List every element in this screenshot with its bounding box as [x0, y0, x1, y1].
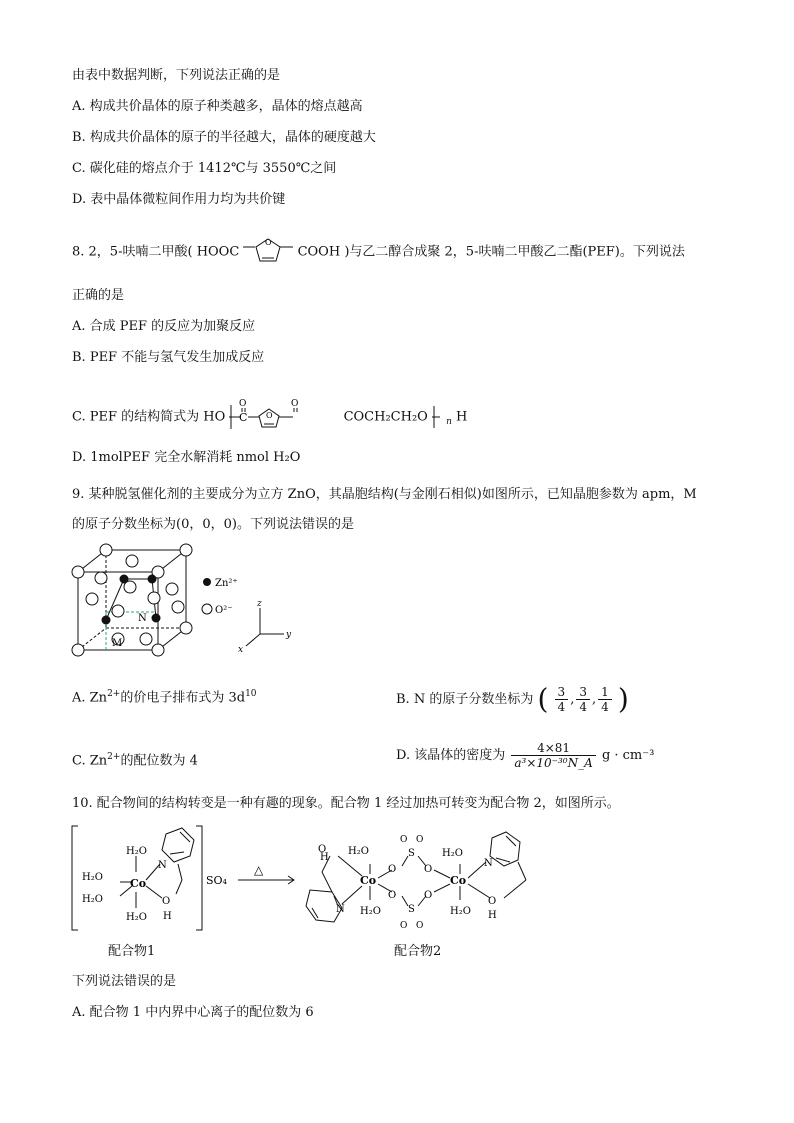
label-n: N [138, 613, 147, 624]
svg-text:O: O [388, 890, 397, 901]
svg-text:O: O [388, 864, 397, 875]
bracket-icon [432, 404, 442, 430]
q8-option-a: A. 合成 PEF 的反应为加聚反应 [72, 319, 256, 334]
svg-text:H₂O: H₂O [450, 906, 471, 917]
q9-option-c: C. $Zn^{2+}$的配位数为 4 [72, 752, 198, 769]
svg-text:Co: Co [450, 874, 467, 887]
q7-option-b: B. 构成共价晶体的原子的半径越大，晶体的硬度越大 [72, 130, 376, 145]
complex-2-diagram [298, 828, 548, 938]
label-m: M [112, 638, 123, 649]
svg-text:H: H [320, 852, 329, 863]
axis-z: z [257, 599, 262, 609]
q8-option-c: C. PEF 的结构简式为 HO C O O O COCH₂CH₂O $_n$ H [72, 397, 467, 437]
svg-text:O: O [239, 399, 247, 409]
q8-repeat-n: n [446, 417, 452, 428]
q7-option-d: D. 表中晶体微粒间作用力均为共价键 [72, 192, 286, 207]
svg-text:O: O [416, 835, 424, 845]
q8-stem: 8. 2，5-呋喃二甲酸( HOOC O COOH )与乙二醇合成聚 2，5-呋喃二甲酸乙二酯(PEF)。下列说法 [72, 237, 685, 267]
svg-text:O: O [400, 835, 408, 845]
q8-option-d: D. 1molPEF 完全水解消耗 nmol H₂O [72, 450, 301, 465]
svg-text:H₂O: H₂O [82, 872, 103, 883]
complex-2-label: 配合物2 [394, 944, 442, 959]
svg-text:H₂O: H₂O [82, 894, 103, 905]
q9-option-d: D. 该晶体的密度为 $\frac{4\times 81}{\text{a³×10⁻³⁰N\_A}}$ g · cm⁻³ [396, 741, 655, 770]
legend-zn: Zn²⁺ [215, 578, 238, 589]
svg-text:H: H [163, 911, 172, 922]
q8-hooc: HOOC [196, 244, 240, 260]
svg-text:N: N [484, 858, 493, 869]
svg-text:H₂O: H₂O [126, 846, 147, 857]
so4-label: SO₄ [206, 874, 227, 887]
svg-text:H: H [488, 910, 497, 921]
q9-option-b: B. N 的原子分数坐标为 ( $\frac{3}{4}$ , $\frac{3}{4}$ , $\frac{1}{4}$ ) [396, 682, 629, 716]
q8-option-b: B. PEF 不能与氢气发生加成反应 [72, 350, 265, 365]
axis-y: y [286, 630, 292, 640]
pef-structure-diagram [229, 397, 339, 437]
legend-o: O²⁻ [215, 605, 233, 616]
q9-stem-line2: 的原子分数坐标为(0，0，0)。下列说法错误的是 [72, 517, 354, 532]
q7-option-c: C. 碳化硅的熔点介于 1412℃与 3550℃之间 [72, 161, 337, 176]
svg-text:S: S [408, 848, 415, 859]
q7-stem: 由表中数据判断，下列说法正确的是 [72, 68, 281, 83]
q8-cooh: COOH [297, 244, 341, 260]
svg-text:O: O [424, 864, 433, 875]
q7-option-a: A. 构成共价晶体的原子种类越多，晶体的熔点越高 [72, 99, 363, 114]
svg-text:H₂O: H₂O [442, 848, 463, 859]
zno-unit-cell-diagram [66, 542, 316, 657]
q10-option-a: A. 配合物 1 中内界中心离子的配位数为 6 [72, 1005, 314, 1020]
q10-question: 下列说法错误的是 [72, 974, 177, 989]
axis-x: x [238, 645, 244, 655]
svg-text:O: O [416, 921, 424, 931]
q9-stem-line1: 9. 某种脱氢催化剂的主要成分为立方 ZnO，其晶胞结构(与金刚石相似)如图所示，已知晶胞参数为 apm，M [72, 487, 697, 502]
q10-stem: 10. 配合物间的结构转变是一种有趣的现象。配合物 1 经过加热可转变为配合物 2，如图所示。 [72, 796, 620, 811]
svg-text:O: O [291, 399, 299, 409]
complex-1-diagram [70, 824, 240, 934]
svg-text:Co: Co [360, 874, 377, 887]
svg-text:O: O [162, 896, 171, 907]
svg-text:O: O [318, 844, 327, 855]
svg-text:Co: Co [130, 877, 147, 890]
svg-text:C: C [239, 411, 248, 424]
svg-text:O: O [488, 896, 497, 907]
svg-text:H₂O: H₂O [360, 906, 381, 917]
svg-text:S: S [408, 904, 415, 915]
heat-arrow-icon [236, 862, 300, 886]
svg-text:H₂O: H₂O [126, 912, 147, 923]
complex-1-label: 配合物1 [108, 944, 156, 959]
q8-stem-line2: 正确的是 [72, 288, 125, 303]
svg-text:O: O [265, 238, 272, 247]
svg-text:O: O [400, 921, 408, 931]
svg-text:O: O [424, 890, 433, 901]
furan-ring-diagram [243, 237, 293, 267]
svg-text:O: O [266, 411, 273, 420]
svg-text:H₂O: H₂O [348, 846, 369, 857]
svg-text:N: N [336, 904, 345, 915]
q9-option-a: A. $Zn^{2+}$的价电子排布式为 $3d^{10}$ [72, 689, 257, 706]
svg-text:△: △ [254, 863, 264, 877]
svg-text:N: N [158, 860, 167, 871]
